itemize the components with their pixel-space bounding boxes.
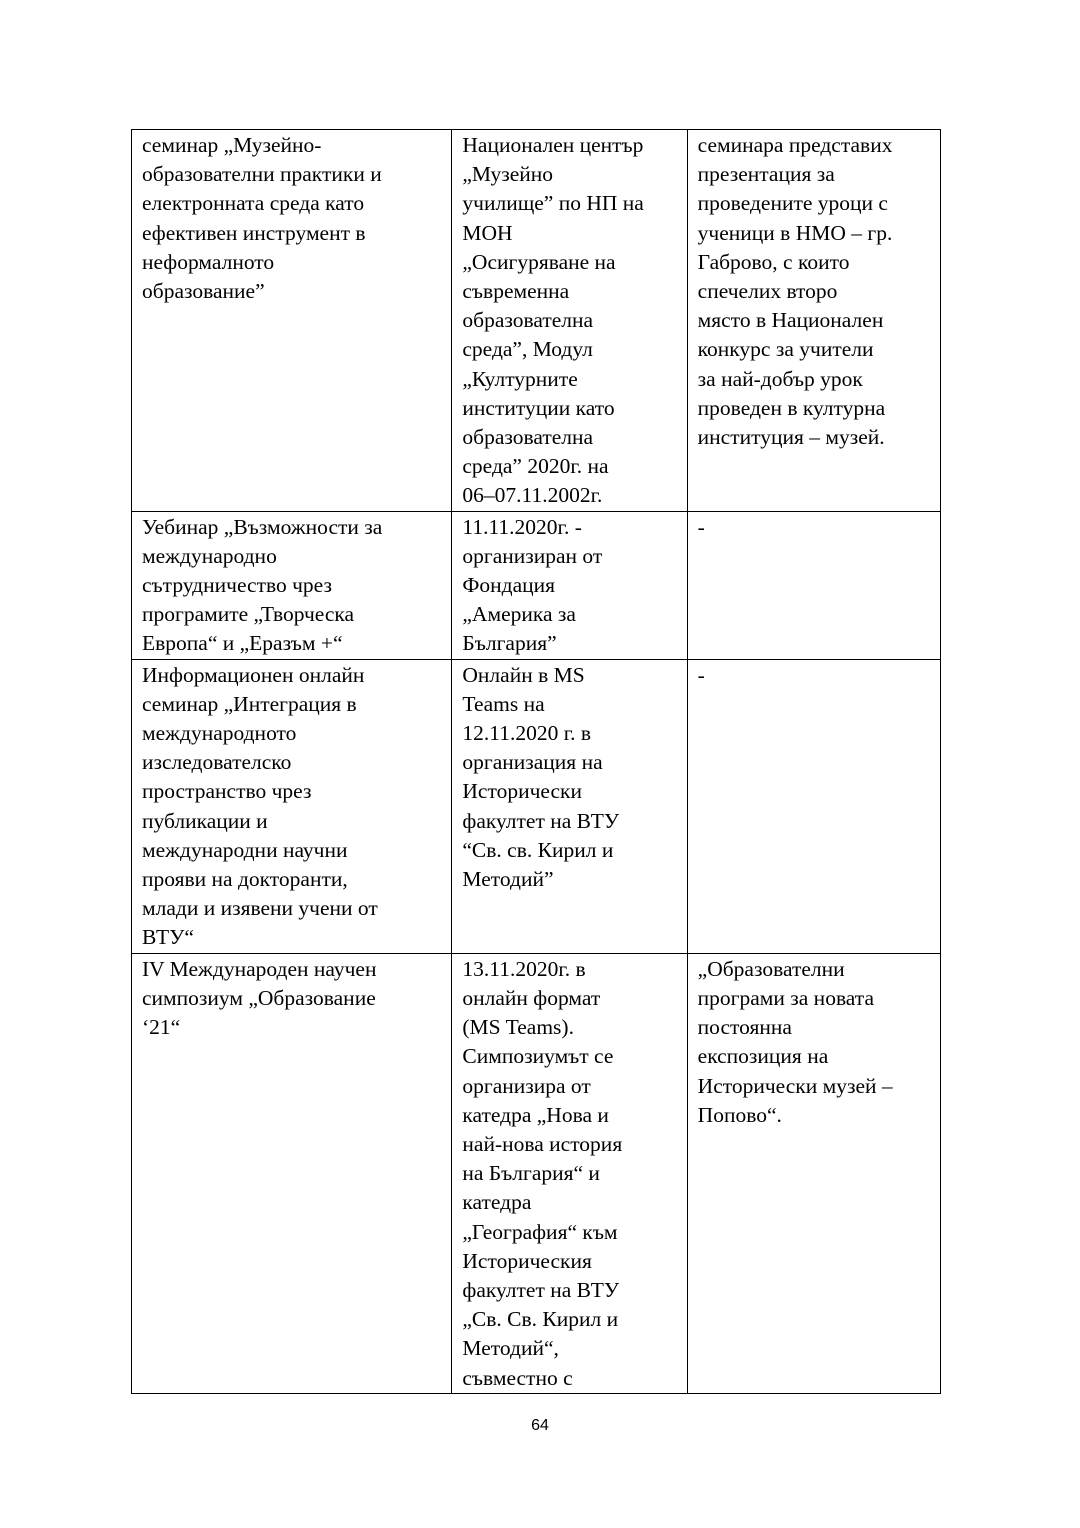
event-cell: IV Международен научен симпозиум „Образование ‘21“ — [132, 953, 452, 1393]
table-row — [132, 511, 941, 659]
result-cell: - — [687, 511, 940, 659]
details-cell: Национален център „Музейно училище” по НП на МОН „Осигуряване на съвременна образователна среда”, Модул „Културните институции като образователна среда” 2020г. на 06–07.11.2002г. — [452, 130, 687, 512]
event-cell: семинар „Музейно- образователни практики и електронната среда като ефективен инструмент в неформалното образование” — [132, 130, 452, 512]
details-cell: 11.11.2020г. - организиран от Фондация „Америка за България” — [452, 511, 687, 659]
page-number: 64 — [531, 1417, 549, 1434]
activities-table — [131, 129, 941, 1394]
table-row — [132, 130, 941, 512]
table-row — [132, 659, 941, 953]
result-cell: „Образователни програми за новата постоянна експозиция на Исторически музей – Попово“. — [687, 953, 940, 1393]
event-cell: Информационен онлайн семинар „Интеграция в международното изследователско пространство чрез публикации и международни научни прояви на докторанти, млади и изявени учени от ВТУ“ — [132, 659, 452, 953]
table-row — [132, 953, 941, 1393]
details-cell: 13.11.2020г. в онлайн формат (MS Teams). Симпозиумът се организира от катедра „Нова и най-нова история на България“ и катедра „География“ към Историческия факултет на ВТУ „Св. Св. Кирил и Методий“, съвместно с — [452, 953, 687, 1393]
event-cell: Уебинар „Възможности за международно сътрудничество чрез програмите „Творческа Европа“ и „Еразъм +“ — [132, 511, 452, 659]
details-cell: Онлайн в MS Teams на 12.11.2020 г. в организация на Исторически факултет на ВТУ “Св. св. Кирил и Методий” — [452, 659, 687, 953]
result-cell: - — [687, 659, 940, 953]
result-cell: семинара представих презентация за проведените уроци с ученици в НМО – гр. Габрово, с които спечелих второ място в Национален конкурс за учители за най-добър урок проведен в културна институция – музей. — [687, 130, 940, 512]
